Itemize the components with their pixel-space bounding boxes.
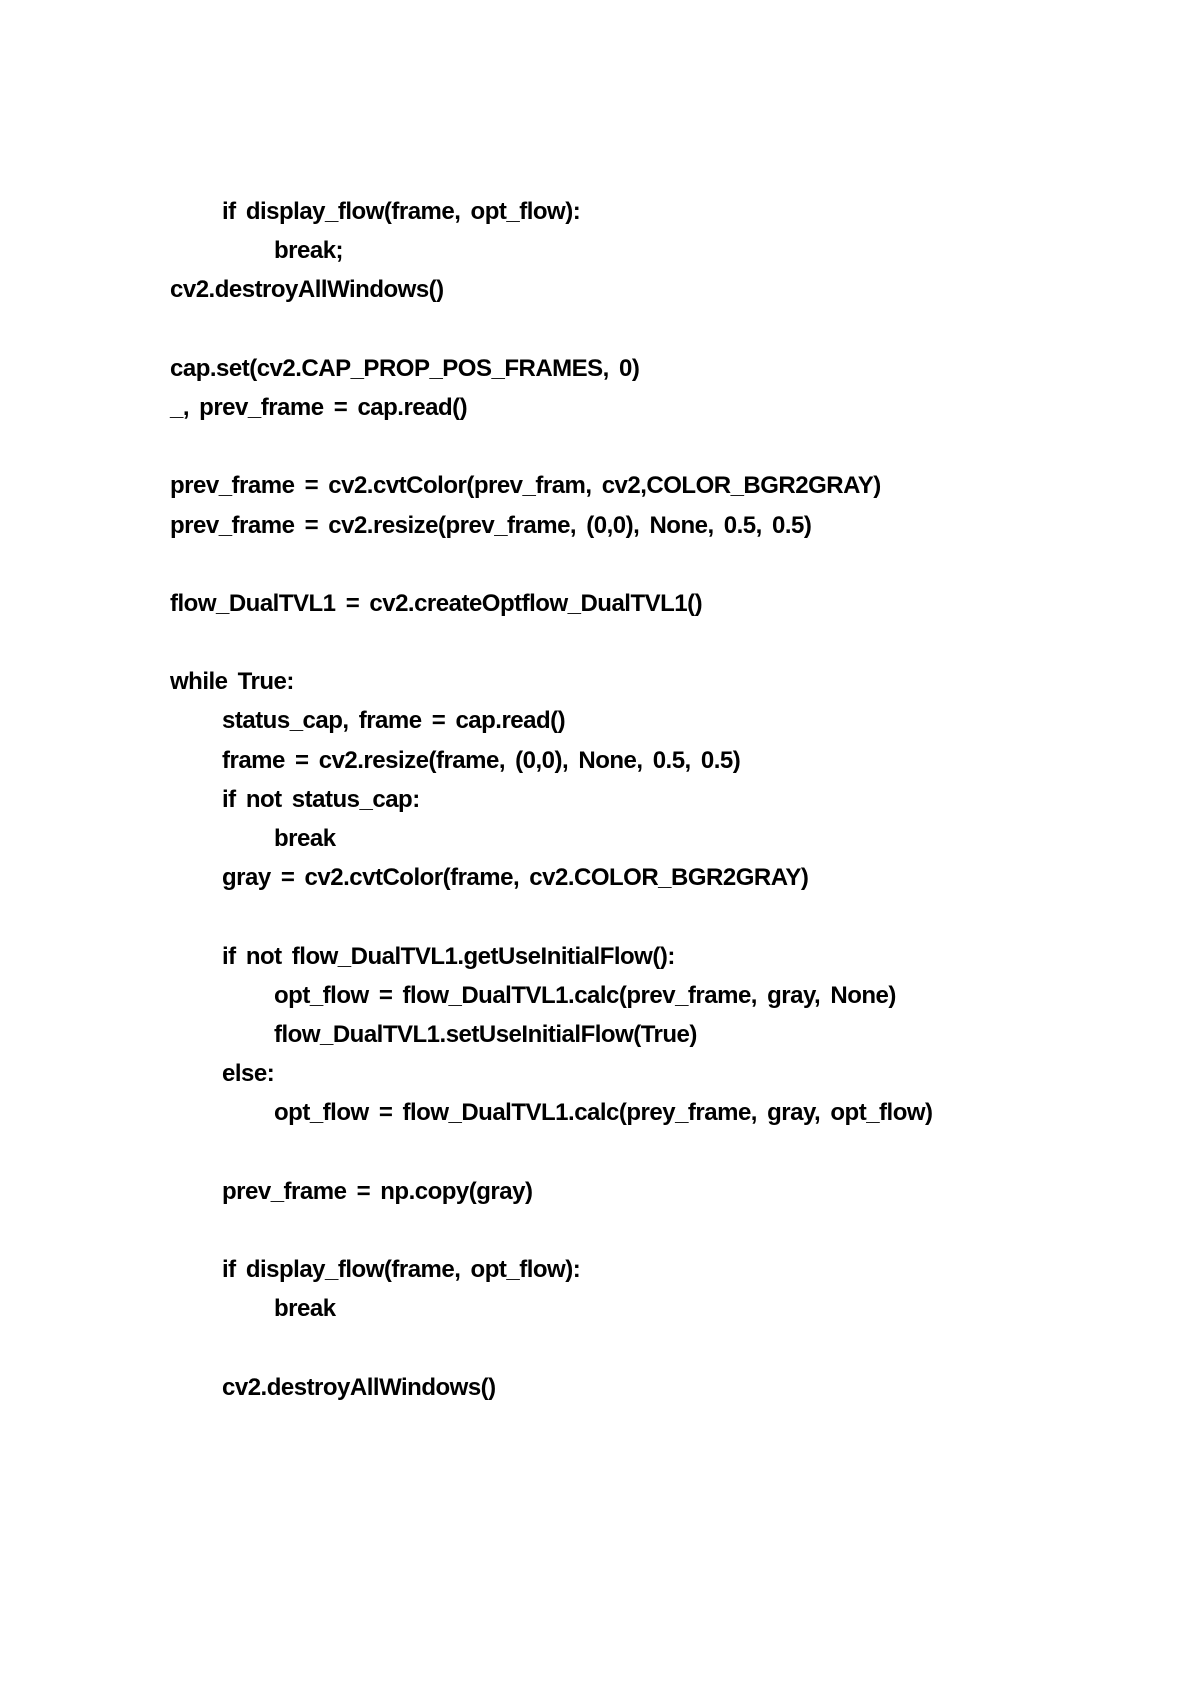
code-listing (170, 192, 1130, 1407)
blank-line (170, 545, 1130, 584)
blank-line (170, 623, 1130, 662)
code-line: prev_frame = cv2.resize(prev_frame, (0,0), None, 0.5, 0.5) (170, 511, 812, 539)
code-line: break; (274, 237, 344, 265)
code-line: _, prev_frame = cap.read() (170, 393, 468, 421)
code-line: status_cap, frame = cap.read() (222, 707, 566, 735)
blank-line (170, 310, 1130, 349)
code-line: cap.set(cv2.CAP_PROP_POS_FRAMES, 0) (170, 354, 640, 382)
code-line: cv2.destroyAllWindows() (170, 276, 444, 304)
code-line: prev_frame = np.copy(gray) (222, 1177, 533, 1205)
code-line: opt_flow = flow_DualTVL1.calc(prev_frame, gray, None) (274, 981, 896, 1009)
code-line: else: (222, 1060, 275, 1088)
code-line: gray = cv2.cvtColor(frame, cv2.COLOR_BGR2GRAY) (222, 864, 809, 892)
blank-line (170, 1211, 1130, 1250)
code-line: frame = cv2.resize(frame, (0,0), None, 0.5, 0.5) (222, 746, 741, 774)
code-line: flow_DualTVL1.setUseInitialFlow(True) (274, 1020, 697, 1048)
code-line: break (274, 1295, 336, 1323)
code-line: break (274, 825, 336, 852)
code-line: cv2.destroyAllWindows() (222, 1373, 496, 1401)
code-line: if display_flow(frame, opt_flow): (222, 198, 581, 225)
code-line: while True: (170, 668, 294, 696)
code-line: if display_flow(frame, opt_flow): (222, 1256, 581, 1284)
blank-line (170, 1328, 1130, 1367)
code-line: opt_flow = flow_DualTVL1.calc(prey_frame, gray, opt_flow) (274, 1099, 933, 1127)
code-line: if not status_cap: (222, 785, 420, 813)
code-line: prev_frame = cv2.cvtColor(prev_fram, cv2,COLOR_BGR2GRAY) (170, 472, 881, 500)
blank-line (170, 427, 1130, 466)
blank-line (170, 1133, 1130, 1172)
code-line: flow_DualTVL1 = cv2.createOptflow_DualTVL1() (170, 589, 703, 617)
code-line: if not flow_DualTVL1.getUseInitialFlow(): (222, 942, 675, 970)
blank-line (170, 897, 1130, 936)
